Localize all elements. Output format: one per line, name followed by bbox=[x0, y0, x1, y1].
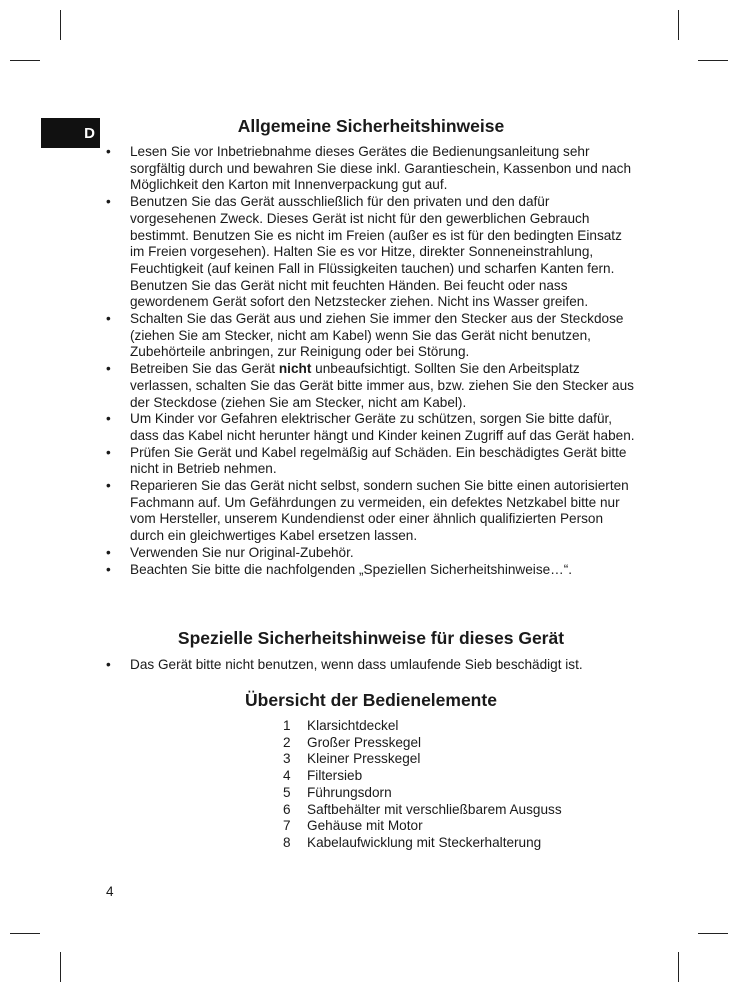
table-row: 5 Führungsdorn bbox=[283, 784, 392, 800]
list-item: • Betreiben Sie das Gerät nicht unbeaufsichtigt. Sollten Sie den Arbeitsplatz verlassen, schalten Sie das Gerät bitte immer aus, bzw. ziehen Sie den Stecker aus der Steckdose (ziehen Sie am Stecker, nicht am Kabel). bbox=[106, 361, 634, 410]
page-number: 4 bbox=[106, 884, 114, 899]
controls-overview-heading: Übersicht der Bedienelemente bbox=[245, 690, 497, 710]
crop-mark bbox=[678, 952, 679, 982]
parts-list bbox=[283, 718, 562, 852]
list-item: • Lesen Sie vor Inbetriebnahme dieses Gerätes die Bedienungsanleitung sehr sorgfältig durch und bewahren Sie diese inkl. Garantieschein, Kassenbon und nach Möglichkeit den Karton mit Innenverpackung gut auf. bbox=[106, 144, 632, 193]
list-item: • Prüfen Sie Gerät und Kabel regelmäßig auf Schäden. Ein beschädigtes Gerät bitte nicht in Betrieb nehmen. bbox=[106, 444, 627, 477]
general-safety-list bbox=[106, 144, 636, 578]
crop-mark bbox=[678, 10, 679, 40]
table-row: 4 Filtersieb bbox=[283, 768, 363, 784]
list-item: • Verwenden Sie nur Original-Zubehör. bbox=[106, 544, 354, 560]
table-row: 6 Saftbehälter mit verschließbarem Ausguss bbox=[283, 801, 562, 817]
list-item: • Beachten Sie bitte die nachfolgenden „Speziellen Sicherheitshinweise…“. bbox=[106, 561, 573, 577]
table-row: 3 Kleiner Presskegel bbox=[283, 751, 421, 767]
list-item: • Das Gerät bitte nicht benutzen, wenn dass umlaufende Sieb beschädigt ist. bbox=[106, 657, 583, 672]
crop-mark bbox=[698, 933, 728, 934]
crop-mark bbox=[10, 933, 40, 934]
crop-mark bbox=[60, 10, 61, 40]
special-safety-heading: Spezielle Sicherheitshinweise für dieses Gerät bbox=[177, 628, 565, 648]
list-item: • Benutzen Sie das Gerät ausschließlich für den privaten und den dafür vorgesehenen Zweck. Dieses Gerät ist nicht für den gewerblichen Gebrauch bestimmt. Benutzen Sie es nicht im Freien (außer es ist für den bedingten Einsatz im Freien vorgesehen). Halten Sie es vor Hitze, direkter Sonneneinstrahlung, Feuchtigkeit (auf keinen Fall in Flüssigkeiten tauchen) und scharfen Kanten fern. Benutzen Sie das Gerät nicht mit feuchten Händen. Bei feucht oder nass gewordenem Gerät sofort den Netzstecker ziehen. Nicht ins Wasser greifen. bbox=[106, 194, 622, 310]
table-row: 1 Klarsichtdeckel bbox=[283, 718, 399, 733]
table-row: 8 Kabelaufwicklung mit Steckerhalterung bbox=[283, 834, 542, 850]
table-row: 2 Großer Presskegel bbox=[283, 734, 422, 750]
crop-mark bbox=[698, 60, 728, 61]
special-safety-list bbox=[106, 657, 636, 674]
crop-mark bbox=[60, 952, 61, 982]
list-item: • Schalten Sie das Gerät aus und ziehen Sie immer den Stecker aus der Steckdose (ziehen Sie am Stecker, nicht am Kabel) wenn Sie das Gerät nicht benutzen, Zubehörteile anbringen, zur Reinigung oder bei Störung. bbox=[106, 311, 624, 360]
general-safety-heading: Allgemeine Sicherheitshinweise bbox=[237, 116, 505, 136]
table-row: 7 Gehäuse mit Motor bbox=[283, 818, 423, 834]
list-item: • Reparieren Sie das Gerät nicht selbst, sondern suchen Sie bitte einen autorisierten Fachmann auf. Um Gefährdungen zu vermeiden, ein defektes Netzkabel bitte nur vom Hersteller, unserem Kundendienst oder einer ähnlich qualifizierten Person durch ein gleichwertiges Kabel ersetzen lassen. bbox=[106, 478, 629, 544]
language-tab: D bbox=[41, 118, 100, 148]
list-item: • Um Kinder vor Gefahren elektrischer Geräte zu schützen, sorgen Sie bitte dafür, dass das Kabel nicht herunter hängt und Kinder keinen Zugriff auf das Gerät haben. bbox=[106, 411, 635, 443]
crop-mark bbox=[10, 60, 40, 61]
